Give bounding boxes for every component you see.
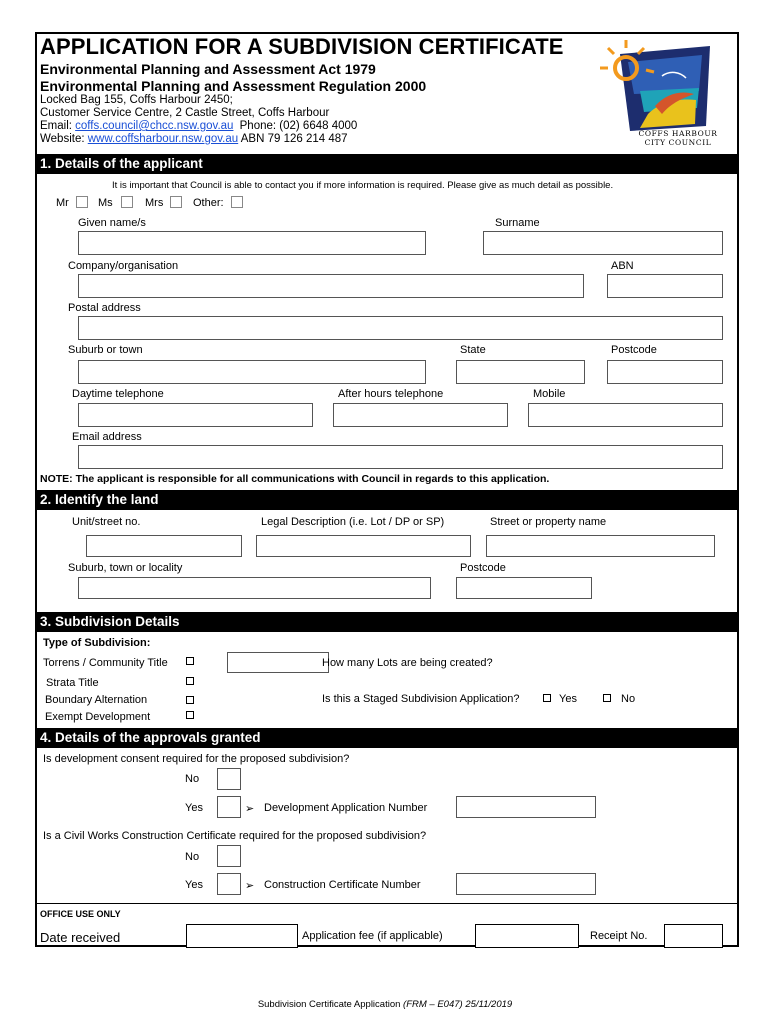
consent-yes-box[interactable] [217, 796, 241, 818]
civil-no-box[interactable] [217, 845, 241, 867]
section-3-header: 3. Subdivision Details [36, 612, 739, 632]
land-suburb-label: Suburb, town or locality [68, 562, 183, 574]
unit-street-label: Unit/street no. [72, 516, 141, 528]
land-postcode-input[interactable] [456, 577, 592, 599]
street-name-label: Street or property name [490, 516, 607, 528]
civil-yes-box[interactable] [217, 873, 241, 895]
title-other-label: Other: [193, 197, 224, 209]
address-line-2: Customer Service Centre, 2 Castle Street, Coffs Harbour [40, 107, 330, 119]
exempt-checkbox[interactable] [186, 711, 194, 719]
page-title: APPLICATION FOR A SUBDIVISION CERTIFICATE [40, 34, 564, 59]
unit-street-input[interactable] [86, 535, 242, 557]
email-address-input[interactable] [78, 445, 723, 469]
title-mrs-checkbox[interactable] [170, 196, 182, 208]
staged-yes-checkbox[interactable] [543, 694, 551, 702]
receipt-input[interactable] [664, 924, 723, 948]
arrow-icon: ➢ [245, 803, 255, 815]
mobile-label: Mobile [533, 388, 566, 400]
mobile-input[interactable] [528, 403, 723, 427]
consent-no-box[interactable] [217, 768, 241, 790]
boundary-label: Boundary Alternation [45, 694, 148, 706]
title-mr-label: Mr [56, 197, 69, 209]
suburb-label: Suburb or town [68, 344, 143, 356]
address-line-1: Locked Bag 155, Coffs Harbour 2450; [40, 94, 233, 106]
civil-works-question: Is a Civil Works Construction Certificate required for the proposed subdivision? [43, 830, 427, 842]
lots-count-input[interactable] [227, 652, 329, 673]
section-4-header: 4. Details of the approvals granted [36, 728, 739, 748]
title-mrs-label: Mrs [145, 197, 164, 209]
consent-question: Is development consent required for the proposed subdivision? [43, 753, 350, 765]
fee-input[interactable] [475, 924, 579, 948]
surname-input[interactable] [483, 231, 723, 255]
company-input[interactable] [78, 274, 584, 298]
da-number-label: Development Application Number [264, 802, 428, 814]
company-label: Company/organisation [68, 260, 179, 272]
postal-address-input[interactable] [78, 316, 723, 340]
cc-number-input[interactable] [456, 873, 596, 895]
consent-yes-label: Yes [185, 802, 203, 814]
postcode-label: Postcode [611, 344, 657, 356]
page-footer [0, 999, 770, 1010]
email-label: Email: [40, 120, 72, 132]
website-link[interactable]: www.coffsharbour.nsw.gov.au [87, 133, 239, 145]
exempt-label: Exempt Development [45, 711, 151, 723]
date-received-label: Date received [40, 930, 121, 945]
land-suburb-input[interactable] [78, 577, 431, 599]
legal-description-label: Legal Description (i.e. Lot / DP or SP) [261, 516, 445, 528]
act-subtitle: Environmental Planning and Assessment Act 1979 [40, 61, 376, 77]
section-1-header: 1. Details of the applicant [36, 154, 739, 174]
given-name-label: Given name/s [78, 217, 146, 229]
afterhours-phone-label: After hours telephone [338, 388, 444, 400]
office-divider [36, 903, 739, 904]
staged-no-checkbox[interactable] [603, 694, 611, 702]
state-input[interactable] [456, 360, 585, 384]
footer-code: (FRM – E047) 25/11/2019 [403, 999, 513, 1010]
surname-label: Surname [495, 217, 540, 229]
staged-no-label: No [621, 693, 636, 705]
email-link[interactable]: coffs.council@chcc.nsw.gov.au [75, 120, 234, 132]
staged-question: Is this a Staged Subdivision Application? [322, 693, 520, 705]
civil-no-label: No [185, 851, 200, 863]
fee-label: Application fee (if applicable) [302, 930, 443, 942]
daytime-phone-input[interactable] [78, 403, 313, 427]
boundary-checkbox[interactable] [186, 696, 194, 704]
lots-question: How many Lots are being created? [322, 657, 493, 669]
section-1-intro: It is important that Council is able to contact you if more information is required. Please give as much detail as possible. [112, 180, 614, 191]
regulation-subtitle: Environmental Planning and Assessment Regulation 2000 [40, 78, 427, 94]
logo-line-2: CITY COUNCIL [644, 138, 712, 147]
logo-wordmark [626, 129, 730, 147]
postcode-input[interactable] [607, 360, 723, 384]
strata-checkbox[interactable] [186, 677, 194, 685]
given-name-input[interactable] [78, 231, 426, 255]
title-other-checkbox[interactable] [231, 196, 243, 208]
abn-text: ABN 79 126 214 487 [240, 133, 348, 145]
applicant-note: NOTE: The applicant is responsible for all communications with Council in regards to this application. [40, 473, 550, 485]
office-use-heading: OFFICE USE ONLY [40, 909, 121, 919]
suburb-input[interactable] [78, 360, 426, 384]
receipt-label: Receipt No. [590, 930, 648, 942]
civil-yes-label: Yes [185, 879, 203, 891]
legal-description-input[interactable] [256, 535, 471, 557]
title-mr-checkbox[interactable] [76, 196, 88, 208]
subdivision-type-label: Type of Subdivision: [43, 637, 151, 649]
da-number-input[interactable] [456, 796, 596, 818]
cc-number-label: Construction Certificate Number [264, 879, 421, 891]
torrens-checkbox[interactable] [186, 657, 194, 665]
footer-title: Subdivision Certificate Application [257, 999, 401, 1010]
daytime-phone-label: Daytime telephone [72, 388, 164, 400]
website-line [40, 133, 348, 145]
contact-line [40, 120, 357, 132]
arrow-icon-2: ➢ [245, 880, 255, 892]
staged-yes-label: Yes [559, 693, 577, 705]
section-2-header: 2. Identify the land [36, 490, 739, 510]
torrens-label: Torrens / Community Title [43, 657, 168, 669]
date-received-input[interactable] [186, 924, 298, 948]
phone-text: Phone: (02) 6648 4000 [239, 120, 358, 132]
title-ms-checkbox[interactable] [121, 196, 133, 208]
land-postcode-label: Postcode [460, 562, 506, 574]
logo-line-1: COFFS HARBOUR [638, 129, 718, 138]
website-label: Website: [40, 133, 85, 145]
title-ms-label: Ms [98, 197, 113, 209]
afterhours-phone-input[interactable] [333, 403, 508, 427]
postal-address-label: Postal address [68, 302, 141, 314]
abn-input[interactable] [607, 274, 723, 298]
consent-no-label: No [185, 773, 200, 785]
state-label: State [460, 344, 486, 356]
street-name-input[interactable] [486, 535, 715, 557]
strata-label: Strata Title [46, 677, 99, 689]
email-address-label: Email address [72, 431, 142, 443]
abn-label: ABN [611, 260, 634, 272]
